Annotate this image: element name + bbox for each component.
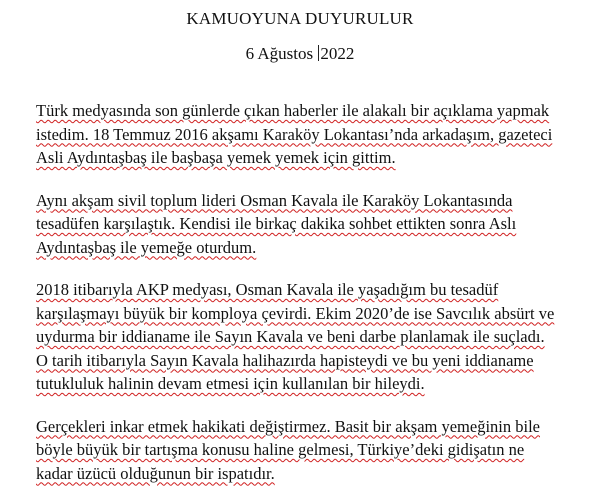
text-line: Aynı akşam sivil toplum lideri Osman Kavala ile Karaköy Lokantasında [36, 190, 513, 210]
document-body[interactable] [36, 99, 592, 504]
paragraph-3 [36, 278, 592, 396]
text-line: kadar üzücü olduğunun bir ispatıdır. [36, 463, 275, 483]
paragraph-2 [36, 189, 592, 260]
text-line: tesadüfen karşılaştık. Kendisi ile birkaç dakika sohbet ettikten sonra Aslı [36, 214, 517, 233]
text-line: Aydıntaşbaş ile yemeğe oturdum. [36, 237, 257, 257]
text-line: tutukluluk halinin devam etmesi için kullanılan bir hileydi. [36, 374, 425, 393]
text-line: böyle büyük bir tartışma konusu haline gelmesi, Türkiye’deki gidişatın ne [36, 440, 525, 459]
text-line: istedim. 18 Temmuz 2016 akşamı Karaköy Lokantası’nda arkadaşım, gazeteci [36, 124, 553, 144]
document-date [0, 44, 600, 64]
paragraph-1 [36, 99, 592, 170]
text-line: Asli Aydıntaşbaş ile başbaşa yemek yemek için gittim. [36, 148, 396, 167]
text-line: uydurma bir iddianame ile Sayın Kavala ve beni darbe planlamak ile suçladı. [36, 327, 545, 346]
document-title: KAMUOYUNA DUYURULUR [186, 9, 414, 28]
date-text-end: 2022 [320, 44, 355, 63]
text-line: karşılaşmayı büyük bir komploya çevirdi. Ekim 2020’de ise Savcılık absürt ve [36, 303, 555, 323]
paragraph-4 [36, 415, 592, 486]
date-text-start: 6 Ağustos [245, 44, 318, 63]
text-line: 2018 itibarıyla AKP medyası, Osman Kavala ile yaşadığım bu tesadüf [36, 280, 499, 299]
text-line: Gerçekleri inkar etmek hakikati değiştirmez. Basit bir akşam yemeğinin bile [36, 416, 540, 436]
text-line: Türk medyasında son günlerde çıkan haberler ile alakalı bir açıklama yapmak [36, 101, 550, 120]
text-line: O tarih itibarıyla Sayın Kavala halihazırda hapisteydi ve bu yeni iddianame [36, 350, 534, 370]
